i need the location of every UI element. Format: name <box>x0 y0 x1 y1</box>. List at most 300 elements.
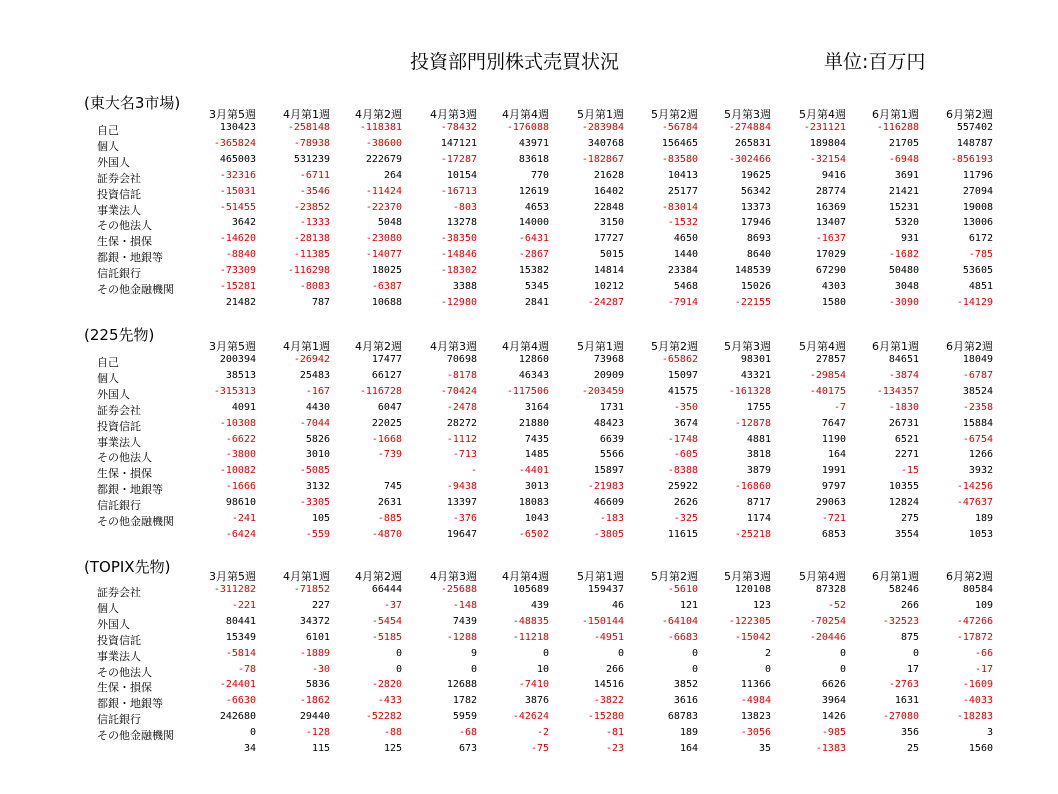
table-cell: 4430 <box>305 401 330 413</box>
table-cell: 15897 <box>593 465 624 477</box>
table-cell: -37 <box>383 599 402 611</box>
table-cell: 148539 <box>734 265 771 277</box>
table-cell: 10154 <box>446 169 477 181</box>
table-cell: -6948 <box>888 153 919 165</box>
table-cell: 46 <box>611 599 624 611</box>
column-header: 4月第1週 <box>283 340 330 353</box>
table-cell: -4984 <box>740 695 771 707</box>
table-cell: 5015 <box>599 249 624 261</box>
table-cell: -785 <box>968 249 993 261</box>
table-cell: 22025 <box>371 417 402 429</box>
table-cell: 29440 <box>299 711 330 723</box>
table-cell: -183 <box>599 513 624 524</box>
table-row <box>0 743 1058 759</box>
table-cell: 9 <box>470 647 477 659</box>
row-label: 外国人 <box>97 617 130 631</box>
table-cell: -128 <box>305 727 330 739</box>
table-cell: -3546 <box>299 185 330 197</box>
table-cell: -325 <box>673 513 698 524</box>
table-cell: -18302 <box>440 265 477 277</box>
table-cell: -221 <box>231 599 256 611</box>
column-header: 5月第2週 <box>651 570 698 583</box>
row-label: 都銀・地銀等 <box>97 697 163 711</box>
row-label: 事業法人 <box>97 649 141 663</box>
table-row <box>0 281 1058 297</box>
table-cell: -14256 <box>956 481 993 493</box>
table-cell: 673 <box>458 743 477 754</box>
table-row <box>0 186 1058 202</box>
table-cell: -4870 <box>371 528 402 540</box>
table-cell: -6630 <box>225 695 256 707</box>
table-cell: 20909 <box>593 369 624 381</box>
table-cell: 21880 <box>518 417 549 429</box>
table-cell: 275 <box>900 513 919 524</box>
table-cell: 0 <box>691 647 698 659</box>
table-cell: -47637 <box>956 497 993 509</box>
table-cell: -25688 <box>440 584 477 595</box>
table-cell: 66127 <box>371 369 402 381</box>
table-cell: 130423 <box>219 122 256 133</box>
table-cell: -1637 <box>815 233 846 245</box>
table-cell: 5826 <box>305 433 330 445</box>
table-cell: -4033 <box>962 695 993 707</box>
table-cell: 27857 <box>815 354 846 365</box>
table-cell: 41575 <box>667 385 698 397</box>
table-cell: 17946 <box>740 217 771 229</box>
table-cell: 189804 <box>809 137 846 149</box>
table-cell: 3164 <box>524 401 549 413</box>
table-cell: 43971 <box>518 137 549 149</box>
table-cell: -66 <box>974 647 993 659</box>
table-cell: 83618 <box>518 153 549 165</box>
column-header: 3月第5週 <box>209 340 256 353</box>
table-cell: 164 <box>679 743 698 754</box>
table-cell: 7435 <box>524 433 549 445</box>
column-header: 6月第2週 <box>946 340 993 353</box>
page-title: 投資部門別株式売買状況 <box>410 51 620 73</box>
table-cell: -1668 <box>371 433 402 445</box>
table-cell: -11424 <box>365 185 402 197</box>
table-cell: -5454 <box>371 615 402 627</box>
table-cell: 17727 <box>593 233 624 245</box>
table-cell: 125 <box>383 743 402 754</box>
table-cell: 21421 <box>888 185 919 197</box>
table-cell: 38513 <box>225 369 256 381</box>
table-cell: 340768 <box>587 137 624 149</box>
table-cell: 14516 <box>593 679 624 691</box>
table-cell: 16402 <box>593 185 624 197</box>
table-cell: 1190 <box>821 433 846 445</box>
table-cell: 0 <box>691 663 698 675</box>
table-cell: 1440 <box>673 249 698 261</box>
table-cell: 21482 <box>225 296 256 308</box>
table-cell: -605 <box>673 449 698 461</box>
table-cell: 56342 <box>740 185 771 197</box>
table-cell: 1991 <box>821 465 846 477</box>
column-header: 5月第4週 <box>799 570 846 583</box>
table-cell: -22155 <box>734 296 771 308</box>
row-label: その他金融機関 <box>97 729 174 743</box>
row-label: 個人 <box>97 371 119 385</box>
table-cell: 46343 <box>518 369 549 381</box>
table-cell: -83014 <box>661 201 698 213</box>
row-label: その他金融機関 <box>97 283 174 296</box>
table-row <box>0 170 1058 186</box>
table-cell: 115 <box>311 743 330 754</box>
row-label: 事業法人 <box>97 435 141 449</box>
table-cell: 6639 <box>599 433 624 445</box>
table-cell: 98610 <box>225 497 256 509</box>
table-row <box>0 370 1058 386</box>
table-cell: 35 <box>758 743 771 754</box>
table-cell: 66444 <box>371 584 402 595</box>
table-cell: 105689 <box>512 584 549 595</box>
column-header: 4月第4週 <box>502 570 549 583</box>
table-cell: 18049 <box>962 354 993 365</box>
table-cell: -1666 <box>225 481 256 493</box>
table-row <box>0 249 1058 265</box>
table-cell: 29063 <box>815 497 846 509</box>
table-cell: 148787 <box>956 137 993 149</box>
table-cell: 123 <box>752 599 771 611</box>
table-cell: -16860 <box>734 481 771 493</box>
table-cell: -5085 <box>299 465 330 477</box>
table-row <box>0 529 1058 545</box>
row-label: 都銀・地銀等 <box>97 251 163 265</box>
table-cell: -1333 <box>299 217 330 229</box>
table-cell: -6754 <box>962 433 993 445</box>
table-cell: 13823 <box>740 711 771 723</box>
table-cell: -739 <box>377 449 402 461</box>
table-cell: 0 <box>912 647 919 659</box>
table-cell: 0 <box>839 663 846 675</box>
table-cell: 98301 <box>740 354 771 365</box>
row-label: 証券会社 <box>97 171 141 185</box>
table-cell: 25 <box>906 743 919 754</box>
table-cell: 222679 <box>365 153 402 165</box>
column-header: 5月第1週 <box>577 340 624 353</box>
table-cell: -433 <box>377 695 402 707</box>
table-row <box>0 664 1058 680</box>
table-cell: 67290 <box>815 265 846 277</box>
table-cell: 25483 <box>299 369 330 381</box>
column-header: 5月第1週 <box>577 570 624 583</box>
table-cell: -5610 <box>667 584 698 595</box>
table-cell: -150144 <box>581 615 624 627</box>
table-cell: 0 <box>395 647 402 659</box>
table-cell: 27094 <box>962 185 993 197</box>
table-cell: 28272 <box>446 417 477 429</box>
table-cell: 68783 <box>667 711 698 723</box>
table-cell: -6787 <box>962 369 993 381</box>
table-row <box>0 265 1058 281</box>
column-header: 4月第2週 <box>355 108 402 121</box>
table-cell: 227 <box>311 599 330 611</box>
table-cell: -83580 <box>661 153 698 165</box>
table-cell: -24401 <box>219 679 256 691</box>
table-cell: -203459 <box>581 385 624 397</box>
table-cell: 12619 <box>518 185 549 197</box>
table-cell: -176088 <box>506 122 549 133</box>
table-cell: -118381 <box>359 122 402 133</box>
table-cell: 3388 <box>452 281 477 292</box>
table-cell: 7439 <box>452 615 477 627</box>
table-cell: 38524 <box>962 385 993 397</box>
table-cell: -6424 <box>225 528 256 540</box>
table-cell: -47266 <box>956 615 993 627</box>
row-label: 生保・損保 <box>97 235 152 249</box>
table-cell: 2 <box>764 647 771 659</box>
table-cell: -52 <box>827 599 846 611</box>
table-row <box>0 154 1058 170</box>
table-row <box>0 497 1058 513</box>
table-cell: -2478 <box>446 401 477 413</box>
table-cell: -376 <box>452 513 477 524</box>
table-cell: -3090 <box>888 296 919 308</box>
table-cell: 2271 <box>894 449 919 461</box>
table-cell: -7 <box>833 401 846 413</box>
table-cell: 18083 <box>518 497 549 509</box>
table-cell: -75 <box>530 743 549 754</box>
table-cell: -182867 <box>581 153 624 165</box>
table-cell: 1266 <box>968 449 993 461</box>
column-header: 4月第4週 <box>502 340 549 353</box>
row-label: 個人 <box>97 139 119 153</box>
table-cell: 21705 <box>888 137 919 149</box>
table-cell: 25177 <box>667 185 698 197</box>
table-cell: -1862 <box>299 695 330 707</box>
table-cell: 931 <box>900 233 919 245</box>
table-cell: 266 <box>605 663 624 675</box>
table-cell: -985 <box>821 727 846 739</box>
table-cell: -7044 <box>299 417 330 429</box>
table-cell: 6853 <box>821 528 846 540</box>
column-header: 4月第3週 <box>430 570 477 583</box>
table-cell: 1631 <box>894 695 919 707</box>
table-cell: -6683 <box>667 631 698 643</box>
table-cell: -15 <box>900 465 919 477</box>
table-cell: 3616 <box>673 695 698 707</box>
table-cell: 159437 <box>587 584 624 595</box>
column-header: 4月第2週 <box>355 570 402 583</box>
table-cell: -1112 <box>446 433 477 445</box>
table-cell: -167 <box>305 385 330 397</box>
table-cell: 439 <box>530 599 549 611</box>
column-header: 6月第1週 <box>872 108 919 121</box>
table-row <box>0 122 1058 138</box>
row-label: その他法人 <box>97 665 152 679</box>
table-cell: -14129 <box>956 296 993 308</box>
table-cell: -25218 <box>734 528 771 540</box>
table-cell: 875 <box>900 631 919 643</box>
table-cell: 465003 <box>219 153 256 165</box>
table-row <box>0 711 1058 727</box>
table-cell: 3932 <box>968 465 993 477</box>
table-cell: -38600 <box>365 137 402 149</box>
table-cell: 266 <box>900 599 919 611</box>
table-cell: 770 <box>530 169 549 181</box>
table-cell: -78 <box>237 663 256 675</box>
table-cell: 200394 <box>219 354 256 365</box>
table-cell: 48423 <box>593 417 624 429</box>
table-cell: -283984 <box>581 122 624 133</box>
table-cell: -2 <box>536 727 549 739</box>
table-cell: 787 <box>311 296 330 308</box>
table-cell: -17872 <box>956 631 993 643</box>
table-cell: 0 <box>764 663 771 675</box>
row-label: 自己 <box>97 124 119 137</box>
table-cell: 10355 <box>888 481 919 493</box>
table-cell: 5468 <box>673 281 698 292</box>
table-cell: -311282 <box>213 584 256 595</box>
table-cell: -1830 <box>888 401 919 413</box>
table-cell: 6626 <box>821 679 846 691</box>
table-cell: 15231 <box>888 201 919 213</box>
table-cell: -8083 <box>299 281 330 292</box>
column-header: 4月第4週 <box>502 108 549 121</box>
table-cell: 242680 <box>219 711 256 723</box>
table-cell: -20446 <box>809 631 846 643</box>
column-header: 5月第1週 <box>577 108 624 121</box>
table-cell: -134357 <box>876 385 919 397</box>
table-cell: 15884 <box>962 417 993 429</box>
table-cell: 164 <box>827 449 846 461</box>
table-cell: 5320 <box>894 217 919 229</box>
column-header: 6月第1週 <box>872 570 919 583</box>
table-cell: 2631 <box>377 497 402 509</box>
table-cell: -231121 <box>803 122 846 133</box>
table-cell: -70254 <box>809 615 846 627</box>
table-cell: -116728 <box>359 385 402 397</box>
table-cell: 15026 <box>740 281 771 292</box>
table-cell: -8840 <box>225 249 256 261</box>
table-cell: 19647 <box>446 528 477 540</box>
table-cell: 14000 <box>518 217 549 229</box>
table-cell: 18025 <box>371 265 402 277</box>
table-cell: 3010 <box>305 449 330 461</box>
table-cell: -8178 <box>446 369 477 381</box>
table-cell: -48835 <box>512 615 549 627</box>
table-cell: 120108 <box>734 584 771 595</box>
table-row <box>0 513 1058 529</box>
column-header: 4月第3週 <box>430 108 477 121</box>
table-cell: 6172 <box>968 233 993 245</box>
table-cell: -116298 <box>287 265 330 277</box>
table-cell: 0 <box>617 647 624 659</box>
table-cell: -40175 <box>809 385 846 397</box>
row-label: 信託銀行 <box>97 267 141 281</box>
table-cell: -68 <box>458 727 477 739</box>
table-cell: -51455 <box>219 201 256 213</box>
table-cell: 1053 <box>968 528 993 540</box>
table-cell: 8640 <box>746 249 771 261</box>
table-row <box>0 138 1058 154</box>
table-cell: -258148 <box>287 122 330 133</box>
table-cell: -6711 <box>299 169 330 181</box>
table-cell: -6502 <box>518 528 549 540</box>
table-cell: 0 <box>470 663 477 675</box>
table-cell: 87328 <box>815 584 846 595</box>
table-cell: 1755 <box>746 401 771 413</box>
table-cell: -1288 <box>446 631 477 643</box>
table-cell: 0 <box>839 647 846 659</box>
table-cell: -3874 <box>888 369 919 381</box>
table-cell: -7410 <box>518 679 549 691</box>
row-label: 生保・損保 <box>97 681 152 695</box>
table-cell: -856193 <box>950 153 993 165</box>
table-cell: 105 <box>311 513 330 524</box>
table-cell: 5048 <box>377 217 402 229</box>
table-cell: 0 <box>395 663 402 675</box>
unit-label: 単位:百万円 <box>824 51 926 73</box>
table-row <box>0 584 1058 600</box>
table-cell: -713 <box>452 449 477 461</box>
table-cell: 3642 <box>231 217 256 229</box>
column-header: 5月第2週 <box>651 108 698 121</box>
table-cell: 1485 <box>524 449 549 461</box>
column-header: 5月第3週 <box>724 340 771 353</box>
table-cell: -17287 <box>440 153 477 165</box>
table-cell: -32316 <box>219 169 256 181</box>
table-cell: -241 <box>231 513 256 524</box>
table-cell: 0 <box>249 727 256 739</box>
table-cell: -4401 <box>518 465 549 477</box>
table-cell: 265831 <box>734 137 771 149</box>
table-cell: -30 <box>311 663 330 675</box>
table-cell: 4650 <box>673 233 698 245</box>
table-row <box>0 217 1058 233</box>
column-header: 5月第4週 <box>799 340 846 353</box>
table-cell: 23384 <box>667 265 698 277</box>
table-cell: -721 <box>821 513 846 524</box>
table-row <box>0 648 1058 664</box>
table-cell: -32523 <box>882 615 919 627</box>
table-cell: -16713 <box>440 185 477 197</box>
table-cell: 3852 <box>673 679 698 691</box>
table-cell: -3305 <box>299 497 330 509</box>
table-cell: 16369 <box>815 201 846 213</box>
table-cell: -71852 <box>293 584 330 595</box>
table-cell: -23080 <box>365 233 402 245</box>
table-cell: 80584 <box>962 584 993 595</box>
table-cell: 3691 <box>894 169 919 181</box>
table-cell: 3150 <box>599 217 624 229</box>
table-cell: 1043 <box>524 513 549 524</box>
table-cell: 6101 <box>305 631 330 643</box>
table-cell: 34372 <box>299 615 330 627</box>
table-cell: -117506 <box>506 385 549 397</box>
table-cell: 4091 <box>231 401 256 413</box>
table-cell: -1532 <box>667 217 698 229</box>
table-cell: 121 <box>679 599 698 611</box>
table-cell: 5345 <box>524 281 549 292</box>
table-cell: 2841 <box>524 296 549 308</box>
table-cell: -52282 <box>365 711 402 723</box>
column-header: 4月第3週 <box>430 340 477 353</box>
table-cell: -6431 <box>518 233 549 245</box>
table-cell: 3048 <box>894 281 919 292</box>
table-cell: 13006 <box>962 217 993 229</box>
column-header: 4月第1週 <box>283 570 330 583</box>
table-cell: -11385 <box>293 249 330 261</box>
table-cell: 22848 <box>593 201 624 213</box>
table-cell: -3805 <box>593 528 624 540</box>
row-label: 証券会社 <box>97 403 141 417</box>
table-cell: -559 <box>305 528 330 540</box>
table-cell: -56784 <box>661 122 698 133</box>
section-title: (TOPIX先物) <box>84 558 171 576</box>
table-cell: 13278 <box>446 217 477 229</box>
